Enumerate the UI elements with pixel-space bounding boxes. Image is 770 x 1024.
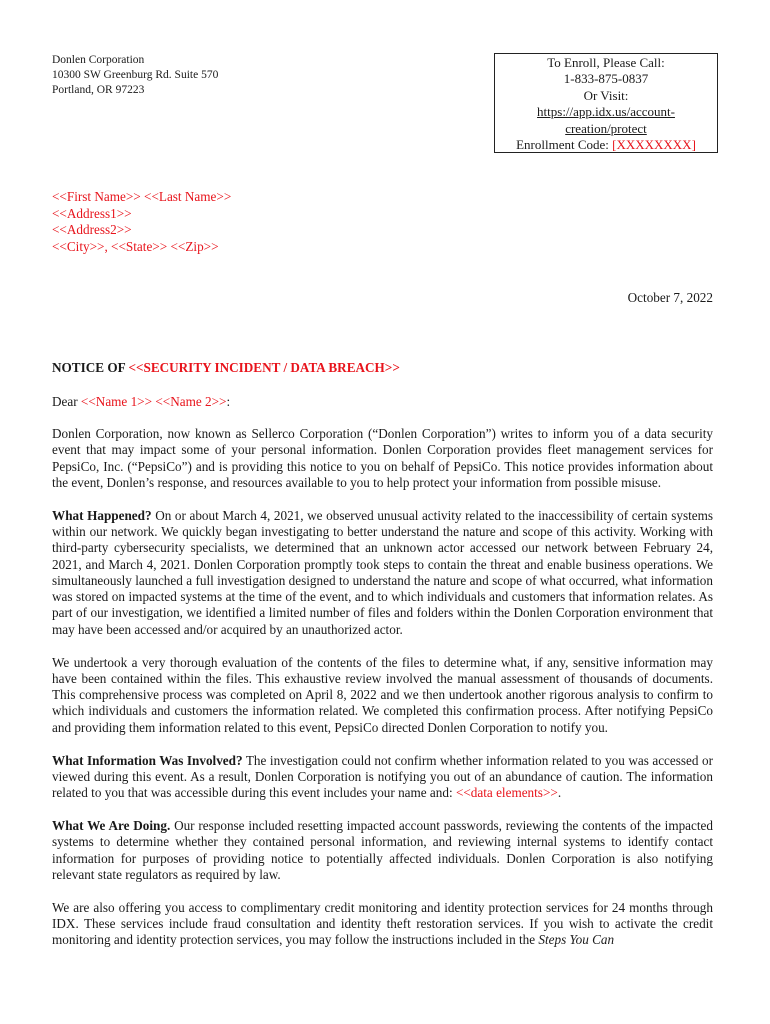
sender-street: 10300 SW Greenburg Rd. Suite 570: [52, 69, 219, 81]
enrollment-code-label: Enrollment Code:: [516, 137, 613, 153]
data-elements-placeholder: <<data elements>>: [455, 785, 558, 801]
enrollment-code-value: [XXXXXXXX]: [612, 137, 696, 153]
offering-italic: Steps You Can: [538, 932, 615, 948]
enrollment-code: [495, 137, 717, 153]
information-involved-text: The investigation could not confirm whether information related to you was accessed or viewed during this event. As a result, Donlen Corporation is notifying you out of an abundance of caution. The information related to you that was accessible during this event includes your name and:: [52, 752, 713, 801]
greeting-suffix: :: [226, 394, 231, 409]
greeting: [52, 394, 230, 410]
notice-title-placeholder: <<SECURITY INCIDENT / DATA BREACH>>: [128, 360, 400, 375]
recipient-address: [52, 189, 231, 255]
information-involved-heading: What Information Was Involved?: [52, 752, 243, 768]
information-involved-paragraph: [52, 753, 713, 802]
intro-paragraph: Donlen Corporation, now known as Sellerco Corporation (“Donlen Corporation”) writes to inform you of a data security event that may impact some of your personal information. Donlen Corporation provides fleet management services for PepsiCo, Inc. (“PepsiCo”) and is providing this notice to you on behalf of PepsiCo. This notice provides information about the event, Donlen’s response, and resources available to you to help protect your information from possible misuse.: [52, 426, 713, 490]
review-paragraph: We undertook a very thorough evaluation of the contents of the files to determine what, if any, sensitive information may have been contained within the files. This exhaustive review involved the manual assessment of thousands of documents. This comprehensive process was completed on April 8, 2022 and we then undertook another rigorous analysis to confirm to which individuals and customers the information related. We completed this confirmation process. After notifying PepsiCo and providing them information related to this event, PepsiCo directed Donlen Corporation to notify you.: [52, 654, 713, 735]
what-happened-text: On or about March 4, 2021, we observed unusual activity related to the inaccessibility of certain systems within our network. We quickly began investigating to better understand the nature and scope of this activity. Working with third-party cybersecurity specialists, we determined that an unknown actor accessed our network between February 24, 2021, and March 4, 2021. Donlen Corporation promptly took steps to contain the threat and enable business operations. We simultaneously launched a full investigation designed to understand the nature and scope of what occurred, what information was stored on impacted systems at the time of the event, and to which individuals and customers that information relates. As part of our investigation, we identified a limited number of files and folders within the Donlen Corporation environment that may have been accessed and/or acquired by an unauthorized actor.: [52, 507, 713, 637]
what-we-are-doing-paragraph: [52, 818, 713, 883]
enrollment-box: [494, 53, 718, 153]
what-we-are-doing-heading: What We Are Doing.: [52, 817, 171, 833]
notice-title-prefix: NOTICE OF: [52, 360, 129, 375]
recipient-name: <<First Name>> <<Last Name>>: [52, 189, 232, 204]
enroll-url-line1[interactable]: https://app.idx.us/account-: [537, 104, 675, 120]
recipient-address2: <<Address2>>: [52, 222, 132, 237]
sender-address: [52, 53, 218, 98]
enroll-phone: 1-833-875-0837: [563, 71, 649, 87]
notice-title: [52, 360, 400, 376]
letter-date: October 7, 2022: [627, 290, 713, 305]
offering-text: We are also offering you access to complimentary credit monitoring and identity protection services for 24 months through IDX. These services include fraud consultation and identity theft restoration services. If you wish to activate the credit monitoring and identity protection services, you may follow the instructions included in the: [52, 899, 713, 948]
sender-name: Donlen Corporation: [52, 54, 145, 66]
what-we-are-doing-text: Our response included resetting impacted account passwords, reviewing the contents of the impacted systems to determine whether they contained personal information, and reviewing internal systems to identify contact information for purposes of providing notice to potentially affected individuals. Donlen Corporation is also notifying relevant state regulators as required by law.: [52, 817, 713, 882]
what-happened-heading: What Happened?: [52, 507, 152, 523]
greeting-prefix: Dear: [52, 394, 81, 409]
enroll-or-visit: Or Visit:: [583, 87, 629, 103]
what-happened-paragraph: [52, 508, 713, 638]
letter-body: [52, 426, 713, 965]
enroll-call-label: To Enroll, Please Call:: [547, 55, 665, 70]
enroll-url-line2[interactable]: creation/protect: [565, 120, 647, 136]
offering-paragraph: [52, 900, 713, 949]
sender-city: Portland, OR 97223: [52, 84, 145, 96]
greeting-placeholder: <<Name 1>> <<Name 2>>: [80, 394, 227, 409]
recipient-address1: <<Address1>>: [52, 205, 132, 221]
recipient-city-line: <<City>>, <<State>> <<Zip>>: [52, 238, 219, 254]
information-involved-end: .: [557, 785, 562, 801]
